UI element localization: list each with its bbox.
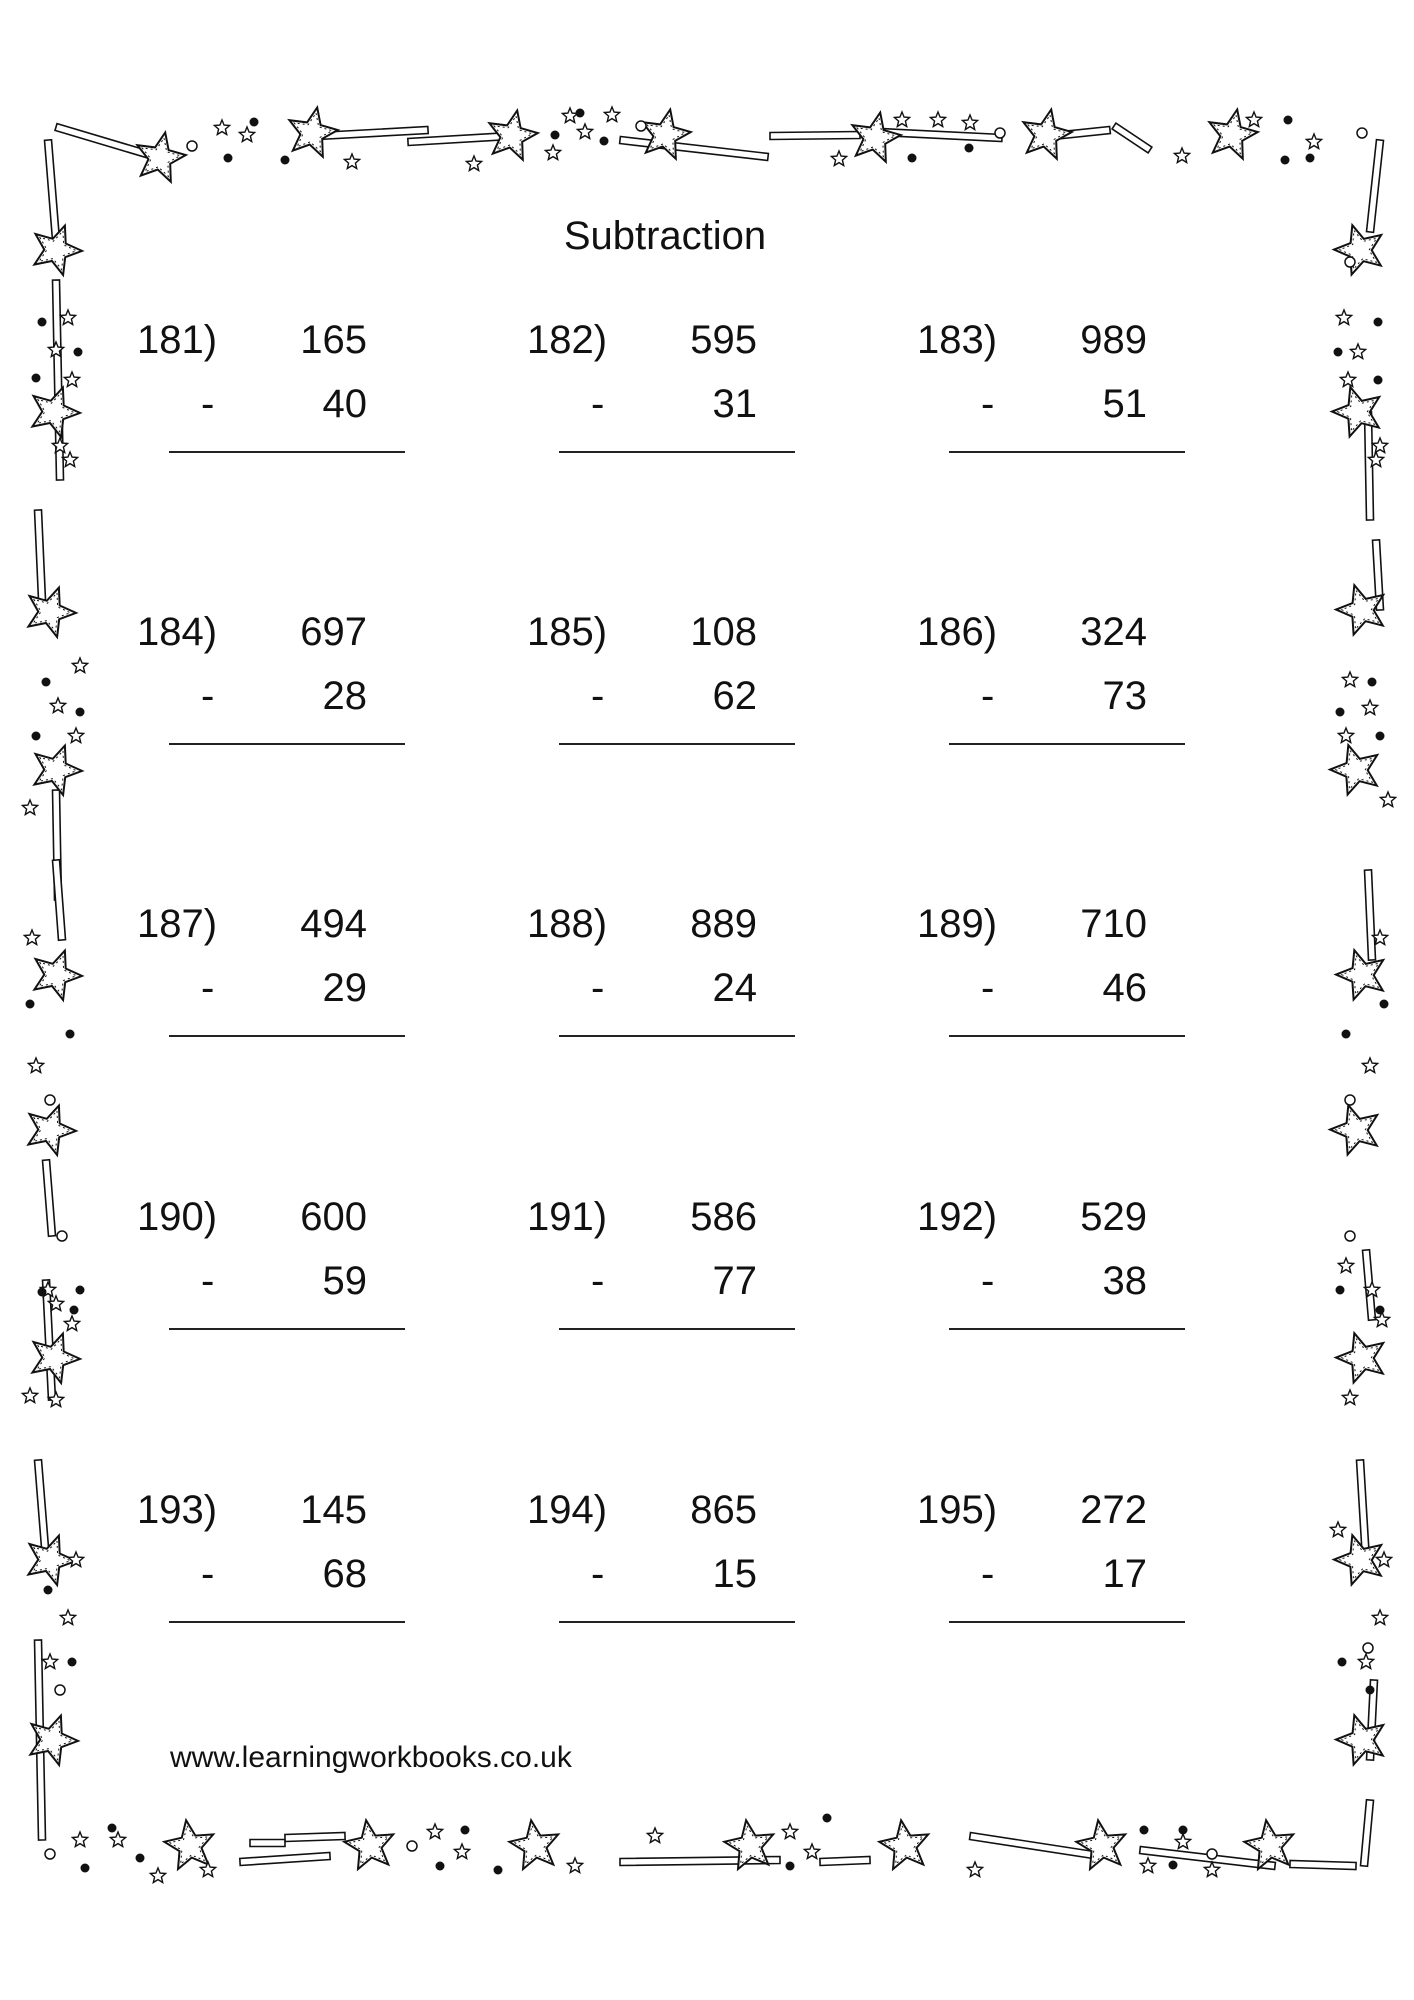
star-icon — [1076, 1820, 1125, 1869]
problem-195 — [917, 1486, 1167, 1636]
dot-icon — [1179, 1826, 1188, 1835]
small-star-icon — [1374, 1312, 1389, 1327]
minus-sign: - — [591, 382, 605, 426]
dot-icon — [250, 118, 259, 127]
small-star-icon — [110, 1832, 125, 1847]
small-star-icon — [64, 372, 79, 387]
answer-line — [169, 1328, 405, 1330]
dot-icon — [74, 348, 83, 357]
dot-icon — [1380, 1000, 1389, 1009]
answer-line — [559, 451, 795, 453]
small-star-icon — [647, 1828, 662, 1843]
dot-icon — [1306, 154, 1315, 163]
page-title: Subtraction — [563, 214, 767, 258]
star-icon — [1023, 110, 1071, 159]
star-icon — [344, 1820, 393, 1869]
problem-number: 191) — [527, 1195, 608, 1239]
problem-184 — [137, 608, 387, 758]
subtrahend: 15 — [712, 1552, 757, 1596]
minus-sign: - — [201, 674, 215, 718]
problem-189 — [917, 900, 1167, 1050]
small-star-icon — [68, 728, 83, 743]
problem-number: 187) — [137, 902, 218, 946]
small-star-icon — [962, 115, 977, 130]
subtrahend: 46 — [1102, 966, 1147, 1010]
answer-line — [949, 743, 1185, 745]
small-star-icon — [72, 658, 87, 673]
small-star-icon — [1175, 1834, 1190, 1849]
answer-line — [949, 1621, 1185, 1623]
dot-icon — [823, 1814, 832, 1823]
small-star-icon — [1336, 310, 1351, 325]
wand-stick-icon — [970, 1833, 1101, 1860]
answer-line — [949, 1035, 1185, 1037]
dot-icon — [136, 1854, 145, 1863]
small-star-icon — [72, 1832, 87, 1847]
minuend: 272 — [1080, 1488, 1147, 1532]
small-star-icon — [150, 1868, 165, 1883]
problem-186 — [917, 608, 1167, 758]
dot-icon — [1284, 116, 1293, 125]
small-star-icon — [1246, 112, 1261, 127]
small-star-icon — [804, 1844, 819, 1859]
minus-sign: - — [591, 674, 605, 718]
problem-182 — [527, 316, 777, 466]
small-star-icon — [214, 120, 229, 135]
wand-stick-icon — [43, 1160, 56, 1237]
dot-icon — [42, 678, 51, 687]
dot-icon — [81, 1864, 90, 1873]
dot-icon — [1374, 376, 1383, 385]
answer-line — [559, 743, 795, 745]
small-star-icon — [930, 112, 945, 127]
small-star-icon — [344, 154, 359, 169]
ring-icon — [1345, 1095, 1355, 1105]
star-icon — [164, 1820, 213, 1869]
ring-icon — [1345, 257, 1355, 267]
problem-number: 181) — [137, 318, 218, 362]
minuend: 165 — [300, 318, 367, 362]
subtrahend: 59 — [322, 1259, 367, 1303]
problem-183 — [917, 316, 1167, 466]
minuend: 710 — [1080, 902, 1147, 946]
minuend: 600 — [300, 1195, 367, 1239]
problem-number: 188) — [527, 902, 608, 946]
minuend: 494 — [300, 902, 367, 946]
small-star-icon — [50, 698, 65, 713]
dot-icon — [1169, 1861, 1178, 1870]
minus-sign: - — [981, 674, 995, 718]
dot-icon — [551, 131, 560, 140]
dot-icon — [32, 732, 41, 741]
dot-icon — [76, 708, 85, 717]
problem-number: 194) — [527, 1488, 608, 1532]
wand-stick-icon — [620, 137, 769, 161]
small-star-icon — [60, 310, 75, 325]
small-star-icon — [1338, 1258, 1353, 1273]
problem-185 — [527, 608, 777, 758]
wand-stick-icon — [1112, 123, 1152, 153]
dot-icon — [32, 374, 41, 383]
small-star-icon — [1342, 1390, 1357, 1405]
minuend: 586 — [690, 1195, 757, 1239]
dot-icon — [1336, 1286, 1345, 1295]
small-star-icon — [1350, 344, 1365, 359]
dot-icon — [38, 318, 47, 327]
problem-191 — [527, 1193, 777, 1343]
dot-icon — [965, 144, 974, 153]
small-star-icon — [200, 1862, 215, 1877]
ring-icon — [636, 121, 646, 131]
dot-icon — [436, 1862, 445, 1871]
small-star-icon — [1358, 1654, 1373, 1669]
small-star-icon — [831, 151, 846, 166]
small-star-icon — [967, 1862, 982, 1877]
wand-stick-icon — [240, 1853, 330, 1866]
small-star-icon — [22, 800, 37, 815]
small-star-icon — [239, 127, 254, 142]
small-star-icon — [1338, 728, 1353, 743]
answer-line — [169, 1621, 405, 1623]
small-star-icon — [782, 1824, 797, 1839]
dot-icon — [1336, 708, 1345, 717]
small-star-icon — [1204, 1862, 1219, 1877]
small-star-icon — [68, 1552, 83, 1567]
minus-sign: - — [981, 382, 995, 426]
small-star-icon — [1380, 792, 1395, 807]
ring-icon — [45, 1849, 55, 1859]
star-icon — [509, 1820, 558, 1869]
dot-icon — [1342, 1030, 1351, 1039]
small-star-icon — [1362, 1058, 1377, 1073]
answer-line — [559, 1035, 795, 1037]
small-star-icon — [1342, 672, 1357, 687]
wand-stick-icon — [1140, 1847, 1276, 1870]
subtrahend: 73 — [1102, 674, 1147, 718]
small-star-icon — [22, 1388, 37, 1403]
problem-190 — [137, 1193, 387, 1343]
wand-stick-icon — [1367, 140, 1384, 233]
small-star-icon — [604, 107, 619, 122]
dot-icon — [68, 1658, 77, 1667]
minus-sign: - — [981, 966, 995, 1010]
minuend: 697 — [300, 610, 367, 654]
subtrahend: 29 — [322, 966, 367, 1010]
minuend: 865 — [690, 1488, 757, 1532]
dot-icon — [66, 1030, 75, 1039]
answer-line — [169, 743, 405, 745]
dot-icon — [1368, 678, 1377, 687]
small-star-icon — [1372, 1610, 1387, 1625]
small-star-icon — [577, 124, 592, 139]
answer-line — [949, 1328, 1185, 1330]
ring-icon — [187, 141, 197, 151]
subtrahend: 31 — [712, 382, 757, 426]
dot-icon — [908, 154, 917, 163]
minuend: 108 — [690, 610, 757, 654]
subtrahend: 28 — [322, 674, 367, 718]
dot-icon — [38, 1288, 47, 1297]
subtrahend: 77 — [712, 1259, 757, 1303]
dot-icon — [76, 1286, 85, 1295]
problem-181 — [137, 316, 387, 466]
dot-icon — [1281, 156, 1290, 165]
ring-icon — [407, 1841, 417, 1851]
dot-icon — [600, 137, 609, 146]
wand-stick-icon — [1365, 870, 1376, 960]
dot-icon — [494, 1866, 503, 1875]
small-star-icon — [64, 1316, 79, 1331]
ring-icon — [1207, 1849, 1217, 1859]
minus-sign: - — [201, 1552, 215, 1596]
small-star-icon — [454, 1844, 469, 1859]
minus-sign: - — [981, 1552, 995, 1596]
subtrahend: 62 — [712, 674, 757, 718]
ring-icon — [1357, 128, 1367, 138]
small-star-icon — [1340, 372, 1355, 387]
minuend: 529 — [1080, 1195, 1147, 1239]
dot-icon — [576, 109, 585, 118]
problem-187 — [137, 900, 387, 1050]
minus-sign: - — [201, 1259, 215, 1303]
minuend: 595 — [690, 318, 757, 362]
problem-number: 192) — [917, 1195, 998, 1239]
dot-icon — [1140, 1826, 1149, 1835]
answer-line — [949, 451, 1185, 453]
answer-line — [559, 1328, 795, 1330]
problem-number: 183) — [917, 318, 998, 362]
small-star-icon — [60, 1610, 75, 1625]
subtrahend: 40 — [322, 382, 367, 426]
minuend: 324 — [1080, 610, 1147, 654]
small-star-icon — [545, 145, 560, 160]
small-star-icon — [1306, 134, 1321, 149]
star-icon — [879, 1820, 928, 1869]
ring-icon — [1363, 1643, 1373, 1653]
problem-194 — [527, 1486, 777, 1636]
wand-stick-icon — [285, 1833, 345, 1842]
minus-sign: - — [981, 1259, 995, 1303]
ring-icon — [55, 1685, 65, 1695]
minuend: 989 — [1080, 318, 1147, 362]
answer-line — [169, 451, 405, 453]
answer-line — [559, 1621, 795, 1623]
minus-sign: - — [591, 1259, 605, 1303]
wand-stick-icon — [250, 1840, 285, 1847]
small-star-icon — [28, 1058, 43, 1073]
dot-icon — [1376, 1306, 1385, 1315]
small-star-icon — [562, 108, 577, 123]
minus-sign: - — [201, 382, 215, 426]
dot-icon — [44, 1586, 53, 1595]
small-star-icon — [62, 452, 77, 467]
small-star-icon — [42, 1654, 57, 1669]
small-star-icon — [427, 1824, 442, 1839]
ring-icon — [1345, 1231, 1355, 1241]
dot-icon — [1334, 348, 1343, 357]
dot-icon — [224, 154, 233, 163]
subtrahend: 68 — [322, 1552, 367, 1596]
small-star-icon — [1376, 1552, 1391, 1567]
small-star-icon — [1330, 1522, 1345, 1537]
minus-sign: - — [201, 966, 215, 1010]
problem-192 — [917, 1193, 1167, 1343]
minus-sign: - — [591, 1552, 605, 1596]
dot-icon — [461, 1826, 470, 1835]
small-star-icon — [1362, 700, 1377, 715]
answer-line — [169, 1035, 405, 1037]
problem-number: 185) — [527, 610, 608, 654]
small-star-icon — [52, 438, 67, 453]
small-star-icon — [1372, 438, 1387, 453]
problem-number: 186) — [917, 610, 998, 654]
small-star-icon — [1140, 1858, 1155, 1873]
problem-number: 189) — [917, 902, 998, 946]
dot-icon — [786, 1862, 795, 1871]
wand-stick-icon — [43, 1280, 56, 1400]
subtrahend: 24 — [712, 966, 757, 1010]
problem-193 — [137, 1486, 387, 1636]
dot-icon — [1376, 732, 1385, 741]
problem-number: 190) — [137, 1195, 218, 1239]
small-star-icon — [1174, 148, 1189, 163]
problem-number: 193) — [137, 1488, 218, 1532]
wand-stick-icon — [35, 510, 46, 600]
ring-icon — [57, 1231, 67, 1241]
website-url: www.learningworkbooks.co.uk — [170, 1741, 572, 1774]
problem-number: 195) — [917, 1488, 998, 1532]
minuend: 145 — [300, 1488, 367, 1532]
wand-stick-icon — [1290, 1861, 1356, 1870]
dot-icon — [26, 1000, 35, 1009]
small-star-icon — [466, 156, 481, 171]
wand-stick-icon — [820, 1857, 870, 1866]
dot-icon — [108, 1824, 117, 1833]
dot-icon — [1366, 1686, 1375, 1695]
subtrahend: 17 — [1102, 1552, 1147, 1596]
star-icon — [289, 108, 337, 157]
ring-icon — [45, 1095, 55, 1105]
problem-188 — [527, 900, 777, 1050]
problem-number: 184) — [137, 610, 218, 654]
dot-icon — [70, 1306, 79, 1315]
wand-stick-icon — [1361, 1800, 1374, 1867]
dot-icon — [1374, 318, 1383, 327]
subtrahend: 51 — [1102, 382, 1147, 426]
small-star-icon — [894, 112, 909, 127]
small-star-icon — [567, 1858, 582, 1873]
small-star-icon — [24, 930, 39, 945]
ring-icon — [995, 128, 1005, 138]
dot-icon — [281, 156, 290, 165]
subtrahend: 38 — [1102, 1259, 1147, 1303]
minus-sign: - — [591, 966, 605, 1010]
wand-stick-icon — [770, 132, 860, 140]
problem-number: 182) — [527, 318, 608, 362]
dot-icon — [1338, 1658, 1347, 1667]
minuend: 889 — [690, 902, 757, 946]
